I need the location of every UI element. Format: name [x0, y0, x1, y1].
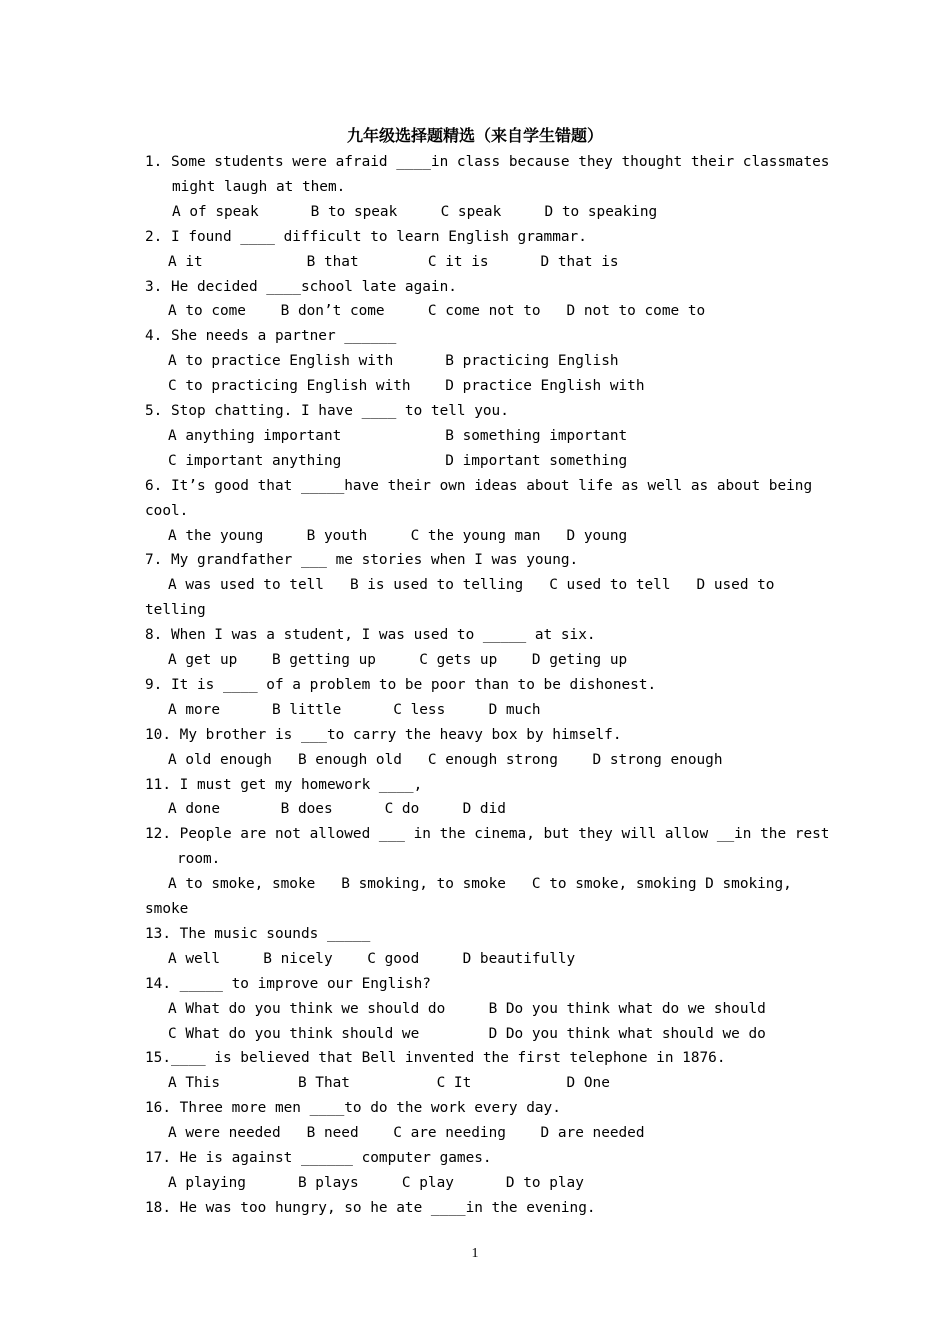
- text-line: 7. My grandfather ___ me stories when I was young.: [145, 552, 579, 568]
- text-line: A to come B don’t come C come not to D not to come to: [168, 303, 706, 319]
- text-line: 4. She needs a partner ______: [145, 328, 397, 344]
- text-line: telling: [145, 602, 206, 618]
- text-line: 11. I must get my homework ____,: [145, 777, 423, 793]
- text-line: 13. The music sounds _____: [145, 926, 371, 942]
- text-line: A old enough B enough old C enough strong D strong enough: [168, 752, 723, 768]
- text-line: 16. Three more men ____to do the work every day.: [145, 1100, 561, 1116]
- text-line: A was used to tell B is used to telling C used to tell D used to: [168, 577, 775, 593]
- text-line: A to smoke, smoke B smoking, to smoke C to smoke, smoking D smoking,: [168, 876, 792, 892]
- text-line: might laugh at them.: [172, 179, 346, 195]
- text-line: 1. Some students were afraid ____in class because they thought their classmates: [145, 154, 830, 170]
- text-line: C to practicing English with D practice English with: [168, 378, 645, 394]
- text-line: 5. Stop chatting. I have ____ to tell you.: [145, 403, 509, 419]
- text-line: A anything important B something important: [168, 428, 628, 444]
- page-number: 1: [471, 1246, 479, 1261]
- text-line: A playing B plays C play D to play: [168, 1175, 584, 1191]
- text-line: A of speak B to speak C speak D to speaking: [172, 204, 658, 220]
- text-line: A more B little C less D much: [168, 702, 541, 718]
- text-line: A well B nicely C good D beautifully: [168, 951, 576, 967]
- text-line: A were needed B need C are needing D are needed: [168, 1125, 645, 1141]
- text-line: 12. People are not allowed ___ in the cinema, but they will allow __in the rest: [145, 826, 830, 842]
- text-line: 9. It is ____ of a problem to be poor than to be dishonest.: [145, 677, 657, 693]
- text-line: 15.____ is believed that Bell invented the first telephone in 1876.: [145, 1050, 726, 1066]
- text-line: A What do you think we should do B Do you think what do we should: [168, 1001, 766, 1017]
- page-title: 九年级选择题精选（来自学生错题）: [346, 126, 603, 145]
- text-line: cool.: [145, 503, 189, 519]
- text-line: 17. He is against ______ computer games.: [145, 1150, 492, 1166]
- text-line: A the young B youth C the young man D young: [168, 528, 628, 544]
- text-line: 18. He was too hungry, so he ate ____in the evening.: [145, 1200, 596, 1216]
- text-line: A get up B getting up C gets up D geting up: [168, 652, 628, 668]
- text-line: 10. My brother is ___to carry the heavy box by himself.: [145, 727, 622, 743]
- text-line: 3. He decided ____school late again.: [145, 279, 457, 295]
- text-line: smoke: [145, 901, 189, 917]
- text-line: A it B that C it is D that is: [168, 254, 619, 270]
- text-line: 14. _____ to improve our English?: [145, 976, 431, 992]
- text-line: 8. When I was a student, I was used to _____ at six.: [145, 627, 596, 643]
- text-line: 6. It’s good that _____have their own ideas about life as well as about being: [145, 478, 813, 494]
- text-line: C important anything D important something: [168, 453, 628, 469]
- text-line: A to practice English with B practicing English: [168, 353, 619, 369]
- text-line: C What do you think should we D Do you think what should we do: [168, 1026, 766, 1042]
- text-line: A done B does C do D did: [168, 801, 506, 817]
- text-line: A This B That C It D One: [168, 1075, 610, 1091]
- text-line: 2. I found ____ difficult to learn English grammar.: [145, 229, 587, 245]
- text-line: room.: [177, 851, 221, 867]
